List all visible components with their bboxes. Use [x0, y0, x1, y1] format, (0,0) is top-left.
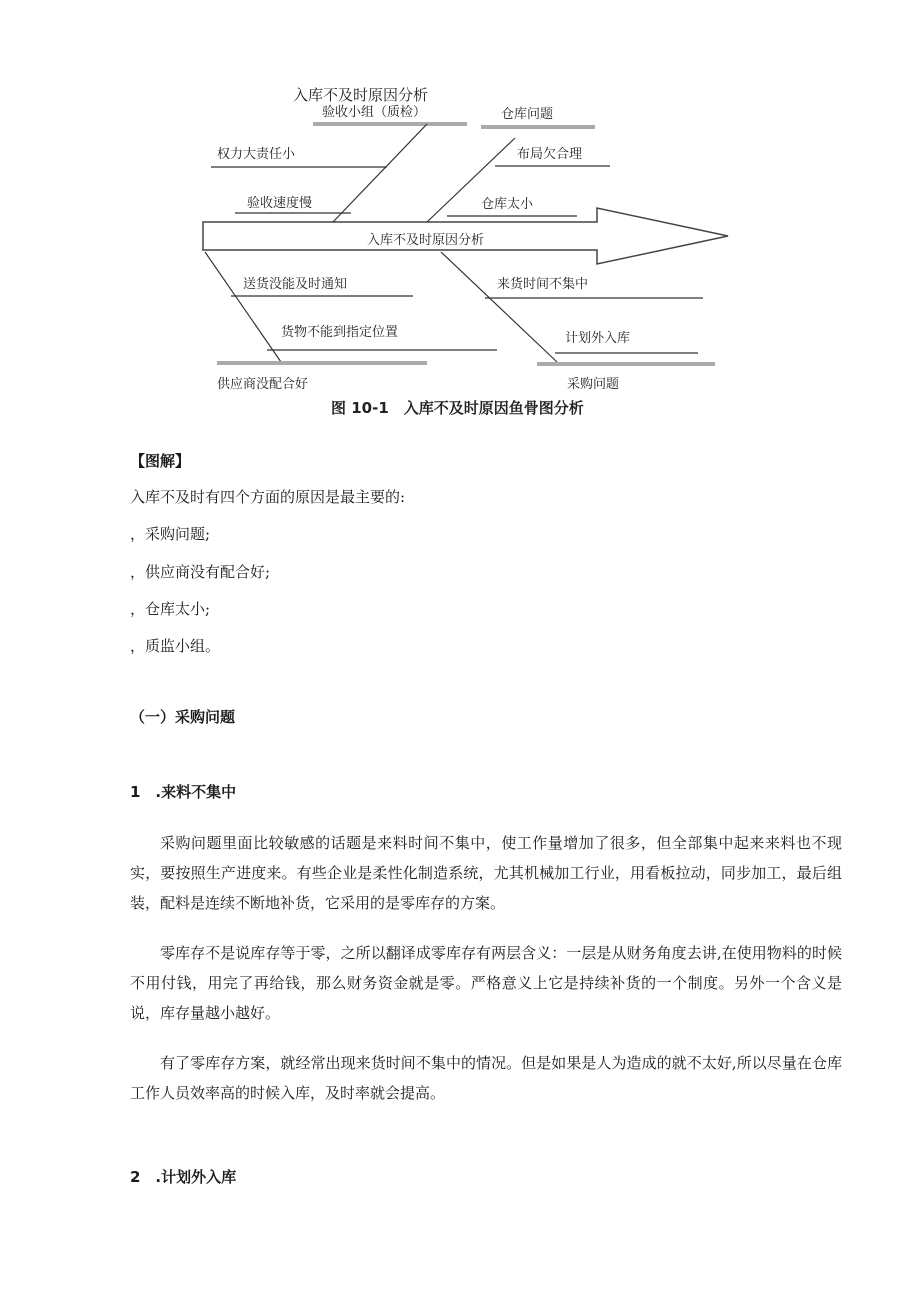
cause-label-procurement-1: 来货时间不集中: [497, 277, 589, 292]
cause-label-supplier-2: 货物不能到指定位置: [281, 325, 399, 340]
subsection-title-1: 1 .来料不集中: [130, 783, 237, 801]
cause-label-supplier-1: 送货没能及时通知: [243, 277, 348, 292]
reason-item-3: ，仓库太小;: [130, 600, 211, 618]
category-label-quality: 验收小组（质检）: [322, 105, 427, 120]
reason-item-4: ，质监小组。: [130, 637, 221, 655]
fishbone-diagram: [195, 80, 735, 420]
cause-label-warehouse-2: 仓库太小: [481, 197, 534, 212]
paragraph-1: 采购问题里面比较敏感的话题是来料时间不集中，使工作量增加了很多，但全部集中起来来料也不现实，要按照生产进度来。有些企业是柔性化制造系统，尤其机械加工行业，用看板拉动，同步加工，最后组装，配料是连续不断地补货，它采用的是零库存的方案。: [130, 834, 842, 912]
category-label-supplier: 供应商没配合好: [217, 377, 309, 392]
category-label-procurement: 采购问题: [567, 377, 620, 392]
tujie-heading: 【图解】: [130, 452, 191, 470]
reason-item-1: ，采购问题;: [130, 525, 211, 543]
cause-label-warehouse-1: 布局欠合理: [517, 147, 583, 162]
bone-procurement: [441, 252, 557, 362]
paragraph-2: 零库存不是说库存等于零，之所以翻译成零库存有两层含义：一层是从财务角度去讲,在使用物料的时候不用付钱，用完了再给钱，那么财务资金就是零。严格意义上它是持续补货的一个制度。另外一个含义是说，库存量越小越好。: [130, 944, 842, 1022]
cause-label-quality-2: 验收速度慢: [247, 196, 313, 211]
bone-supplier: [205, 252, 281, 362]
diagram-header-label: 入库不及时原因分析: [293, 86, 429, 104]
cause-label-quality-1: 权力大责任小: [217, 147, 296, 162]
cause-label-procurement-2: 计划外入库: [565, 331, 631, 346]
figure-caption: 图 10-1 入库不及时原因鱼骨图分析: [331, 399, 584, 417]
spine-label: 入库不及时原因分析: [367, 233, 485, 248]
bone-quality: [333, 124, 427, 222]
paragraph-3: 有了零库存方案，就经常出现来货时间不集中的情况。但是如果是人为造成的就不太好,所以尽量在仓库工作人员效率高的时候入库，及时率就会提高。: [130, 1054, 842, 1102]
category-label-warehouse: 仓库问题: [501, 107, 554, 122]
section-title-procurement: （一）采购问题: [130, 708, 236, 726]
reason-item-2: ，供应商没有配合好;: [130, 563, 271, 581]
subsection-title-2: 2 .计划外入库: [130, 1168, 237, 1186]
intro-text: 入库不及时有四个方面的原因是最主要的:: [130, 488, 406, 506]
